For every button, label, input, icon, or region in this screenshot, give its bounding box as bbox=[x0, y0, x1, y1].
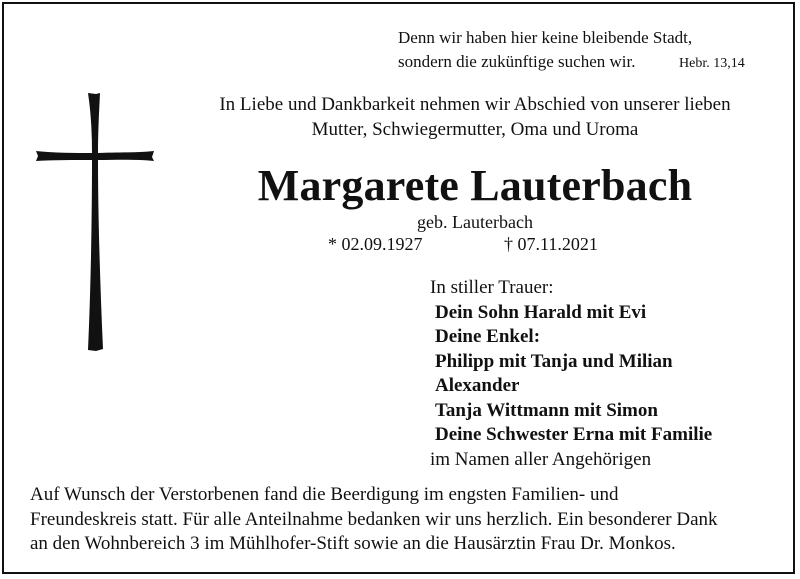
mourner-line: Alexander bbox=[435, 375, 520, 396]
verse-line-2: sondern die zukünftige suchen wir. bbox=[398, 52, 636, 71]
mourners-heading: In stiller Trauer: bbox=[430, 277, 554, 298]
cross-icon bbox=[36, 93, 154, 351]
deceased-name: Margarete Lauterbach bbox=[257, 161, 693, 210]
maiden-name: geb. Lauterbach bbox=[417, 212, 533, 232]
bible-verse bbox=[398, 26, 768, 74]
footer-line: an den Wohnbereich 3 im Mühlhofer-Stift sowie an die Hausärztin Frau Dr. Monkos. bbox=[30, 533, 676, 554]
mourner-line: Deine Enkel: bbox=[435, 326, 541, 347]
birth-date: * 02.09.1927 bbox=[328, 234, 423, 254]
mourner-line: Philipp mit Tanja und Milian bbox=[435, 350, 673, 372]
verse-reference: Hebr. 13,14 bbox=[679, 56, 745, 71]
mourner-line: Dein Sohn Harald mit Evi bbox=[435, 301, 647, 323]
intro-line-2: Mutter, Schwiegermutter, Oma und Uroma bbox=[311, 119, 639, 140]
footer-text bbox=[30, 483, 790, 557]
footer-line: Freundeskreis statt. Für alle Anteilnahme bedanken wir uns herzlich. Ein besonderer Dank bbox=[30, 508, 718, 530]
mourner-line: Tanja Wittmann mit Simon bbox=[435, 399, 658, 421]
footer-line: Auf Wunsch der Verstorbenen fand die Beerdigung im engsten Familien- und bbox=[30, 484, 619, 505]
mourner-line: Deine Schwester Erna mit Familie bbox=[435, 424, 713, 445]
intro-line-1: In Liebe und Dankbarkeit nehmen wir Abschied von unserer lieben bbox=[219, 94, 731, 115]
verse-line-1: Denn wir haben hier keine bleibende Stadt, bbox=[398, 28, 693, 47]
intro-text bbox=[160, 92, 790, 142]
mourners-closing: im Namen aller Angehörigen bbox=[430, 448, 652, 470]
mourners-list bbox=[430, 276, 790, 472]
death-date: † 07.11.2021 bbox=[504, 234, 598, 254]
